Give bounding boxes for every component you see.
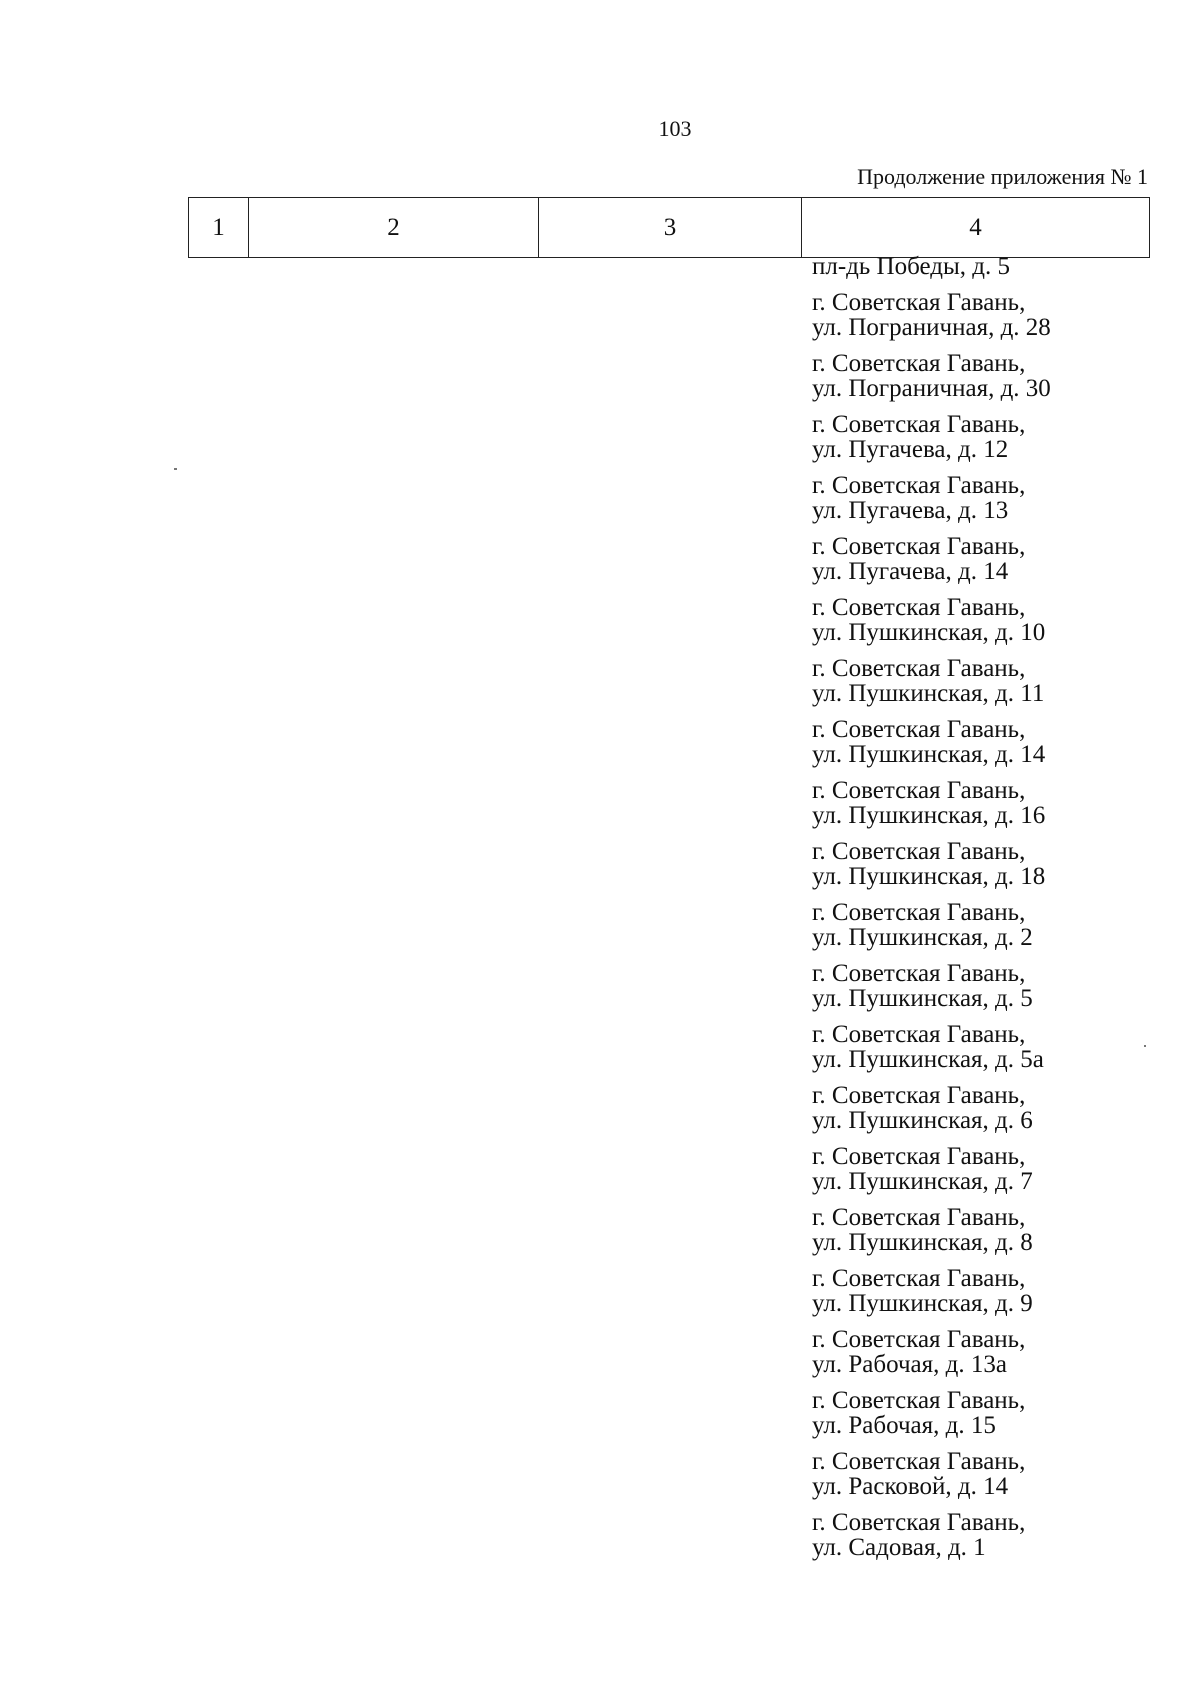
address-entry [812,351,1142,401]
address-street: ул. Пушкинская, д. 8 [812,1229,1033,1256]
scan-speck [1144,1045,1146,1047]
address-city: г. Советская Гавань, [812,289,1026,316]
address-city: г. Советская Гавань, [812,350,1026,377]
address-entry [812,656,1142,706]
header-cell-col2: 2 [249,198,539,257]
address-entry [812,839,1142,889]
address-entries [812,290,1142,1560]
address-city: г. Советская Гавань, [812,533,1026,560]
address-street: ул. Пугачева, д. 12 [812,436,1009,463]
address-street: ул. Пугачева, д. 14 [812,558,1009,585]
address-street: ул. Пушкинская, д. 10 [812,619,1046,646]
header-cell-col1: 1 [189,198,249,257]
address-city: г. Советская Гавань, [812,899,1026,926]
address-street: ул. Пушкинская, д. 2 [812,924,1033,951]
address-street: ул. Пушкинская, д. 18 [812,863,1046,890]
address-street: ул. Пограничная, д. 30 [812,375,1051,402]
address-city: г. Советская Гавань, [812,1326,1026,1353]
page-number: 103 [658,116,692,141]
address-street: ул. Пушкинская, д. 16 [812,802,1046,829]
address-list [812,254,1142,1571]
address-street: ул. Пушкинская, д. 6 [812,1107,1033,1134]
address-entry [812,1205,1142,1255]
address-city: г. Советская Гавань, [812,838,1026,865]
address-city: г. Советская Гавань, [812,1143,1026,1170]
address-entry [812,1083,1142,1133]
address-city: г. Советская Гавань, [812,1204,1026,1231]
address-street: ул. Расковой, д. 14 [812,1473,1009,1500]
address-entry [812,1510,1142,1560]
address-street: ул. Рабочая, д. 13а [812,1351,1007,1378]
address-street: ул. Пушкинская, д. 7 [812,1168,1033,1195]
address-city: г. Советская Гавань, [812,472,1026,499]
address-entry [812,1144,1142,1194]
address-street: ул. Садовая, д. 1 [812,1534,986,1561]
appendix-continuation-note: Продолжение приложения № 1 [857,164,1148,189]
header-cell-col3: 3 [539,198,802,257]
address-entry [812,290,1142,340]
address-city: г. Советская Гавань, [812,594,1026,621]
address-city: г. Советская Гавань, [812,716,1026,743]
scan-speck [174,468,177,470]
address-city: г. Советская Гавань, [812,1265,1026,1292]
address-city: г. Советская Гавань, [812,1021,1026,1048]
address-city: г. Советская Гавань, [812,777,1026,804]
address-entry [812,473,1142,523]
address-street: ул. Пушкинская, д. 11 [812,680,1045,707]
address-street: ул. Пушкинская, д. 14 [812,741,1046,768]
address-entry [812,900,1142,950]
address-entry [812,1022,1142,1072]
address-city: г. Советская Гавань, [812,1509,1026,1536]
address-street: ул. Пугачева, д. 13 [812,497,1009,524]
address-city: г. Советская Гавань, [812,960,1026,987]
address-street: ул. Пушкинская, д. 5а [812,1046,1044,1073]
address-entry [812,1388,1142,1438]
address-entry [812,961,1142,1011]
address-entry [812,1327,1142,1377]
address-entry [812,595,1142,645]
address-entry [812,1266,1142,1316]
address-city: г. Советская Гавань, [812,1387,1026,1414]
address-entry [812,534,1142,584]
address-city: г. Советская Гавань, [812,655,1026,682]
address-city: г. Советская Гавань, [812,1082,1026,1109]
address-street: ул. Рабочая, д. 15 [812,1412,996,1439]
address-street: ул. Пушкинская, д. 5 [812,985,1033,1012]
address-continued-line: пл-дь Победы, д. 5 [812,253,1010,280]
address-city: г. Советская Гавань, [812,1448,1026,1475]
address-entry [812,717,1142,767]
address-entry [812,778,1142,828]
address-street: ул. Пограничная, д. 28 [812,314,1051,341]
address-entry [812,412,1142,462]
address-street: ул. Пушкинская, д. 9 [812,1290,1033,1317]
address-city: г. Советская Гавань, [812,411,1026,438]
address-entry [812,1449,1142,1499]
header-cell-col4: 4 [969,213,982,241]
table-header-row [188,197,1150,258]
